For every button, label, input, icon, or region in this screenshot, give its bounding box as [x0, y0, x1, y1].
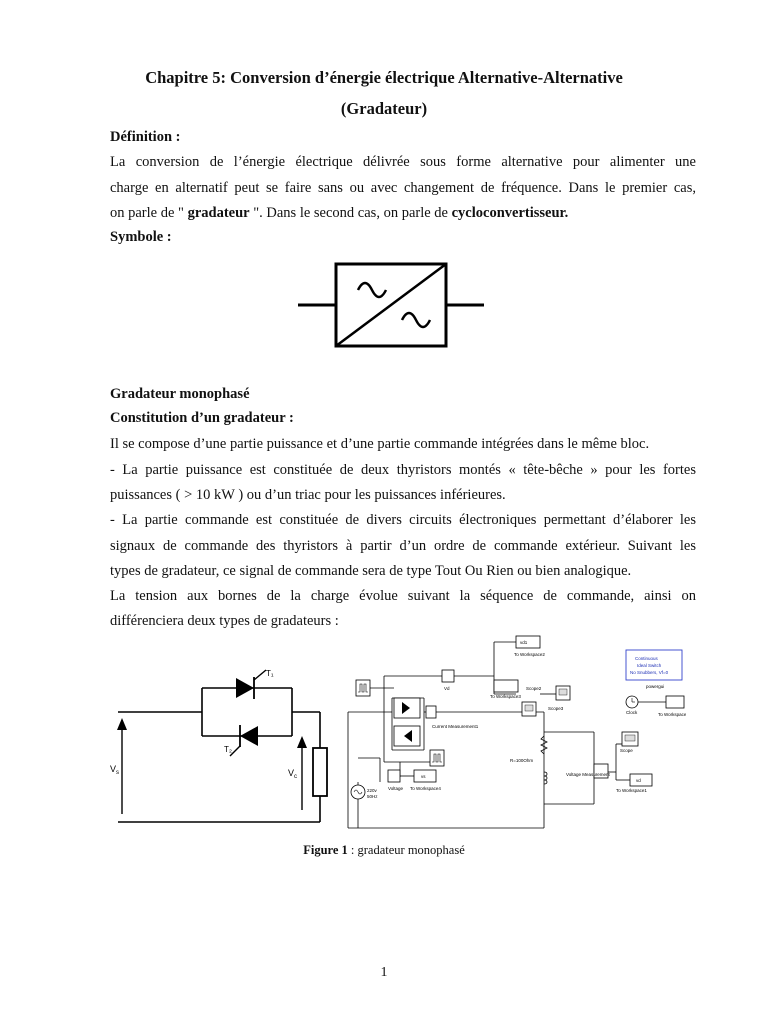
svg-text:Continuous: Continuous	[635, 656, 658, 661]
svg-text:Scope3: Scope3	[548, 706, 564, 711]
svg-text:Scope2: Scope2	[526, 686, 542, 691]
svg-text:To Workspace4: To Workspace4	[410, 786, 441, 791]
definition-heading: Définition :	[110, 129, 181, 145]
pulse-generator-2	[430, 750, 444, 766]
label-t2: T₂	[224, 745, 232, 754]
svg-text:To Workspace3: To Workspace3	[490, 694, 521, 699]
paragraph-line-4: - La partie commande est constituée de divers circuits électroniques permettant d’élaborer les	[110, 512, 696, 528]
pulse-generator-1	[356, 680, 370, 696]
chapter-subtitle: (Gradateur)	[340, 99, 428, 118]
definition-line-2: charge en alternatif peut se faire sans ou avec changement de fréquence. Dans le premier cas,	[110, 180, 696, 196]
chapter-title: Chapitre 5: Conversion d’énergie électrique Alternative-Alternative	[145, 68, 623, 87]
svg-text:powergui: powergui	[646, 684, 665, 689]
monophase-heading: Gradateur monophasé	[110, 386, 250, 402]
gradateur-circuit-diagram	[108, 664, 340, 832]
paragraph-line-5: signaux de commande des thyristors à partir d’un ordre de commande extérieur. Suivant les	[110, 538, 696, 554]
figure-caption: Figure 1 : gradateur monophasé	[303, 843, 465, 857]
svg-text:220v: 220v	[367, 788, 377, 793]
term-cycloconvertisseur: cycloconvertisseur.	[451, 205, 569, 221]
paragraph-line-6: types de gradateur, ce signal de commande sera de type Tout Ou Rien ou bien analogique.	[110, 563, 632, 579]
paragraph-line-1: Il se compose d’une partie puissance et d’une partie commande intégrées dans le même bloc.	[110, 436, 650, 452]
symbole-heading: Symbole :	[110, 229, 172, 245]
simulink-model-diagram	[344, 632, 686, 832]
svg-text:R=100Ohm: R=100Ohm	[510, 758, 534, 763]
paragraph-line-7: La tension aux bornes de la charge évolue suivant la séquence de commande, ainsi on	[110, 588, 696, 604]
term-gradateur: gradateur	[187, 205, 250, 221]
svg-text:To Workspace: To Workspace	[658, 712, 686, 717]
paragraph-line-2: - La partie puissance est constituée de deux thyristors montés « tête-bêche » pour les fortes	[110, 462, 696, 478]
svg-text:vd1: vd1	[520, 640, 528, 645]
gradateur-symbol	[298, 262, 484, 348]
constitution-heading: Constitution d’un gradateur :	[110, 410, 294, 426]
svg-text:Voltage Measurement: Voltage Measurement	[566, 772, 610, 777]
page-number: 1	[380, 965, 388, 980]
definition-line-1: La conversion de l’énergie électrique délivrée sous forme alternative pour alimenter une	[110, 154, 696, 170]
svg-text:Vd: Vd	[444, 686, 450, 691]
svg-text:Clock: Clock	[626, 710, 638, 715]
svg-text:Scope: Scope	[620, 748, 633, 753]
paragraph-line-3: puissances ( > 10 kW ) ou d’un triac pour les puissances inférieures.	[110, 487, 506, 503]
definition-line-3: on parle de " gradateur ". Dans le second cas, on parle de cycloconvertisseur.	[110, 205, 569, 221]
svg-text:Voltage: Voltage	[388, 786, 404, 791]
svg-text:vd: vd	[636, 778, 641, 783]
svg-text:vs: vs	[421, 774, 426, 779]
label-t1: T₁	[266, 669, 274, 678]
svg-text:To Workspace2: To Workspace2	[514, 652, 545, 657]
label-vc: $V_c$	[288, 768, 298, 780]
paragraph-line-8: différenciera deux types de gradateurs :	[110, 613, 339, 629]
svg-text:50Hz: 50Hz	[367, 794, 378, 799]
svg-text:Current Measurement1: Current Measurement1	[432, 724, 479, 729]
svg-text:To Workspace1: To Workspace1	[616, 788, 647, 793]
svg-text:No Snubbers, Vf=0: No Snubbers, Vf=0	[630, 670, 669, 675]
svg-text:Ideal Switch: Ideal Switch	[637, 663, 662, 668]
label-vs: $V_s$	[110, 764, 120, 776]
